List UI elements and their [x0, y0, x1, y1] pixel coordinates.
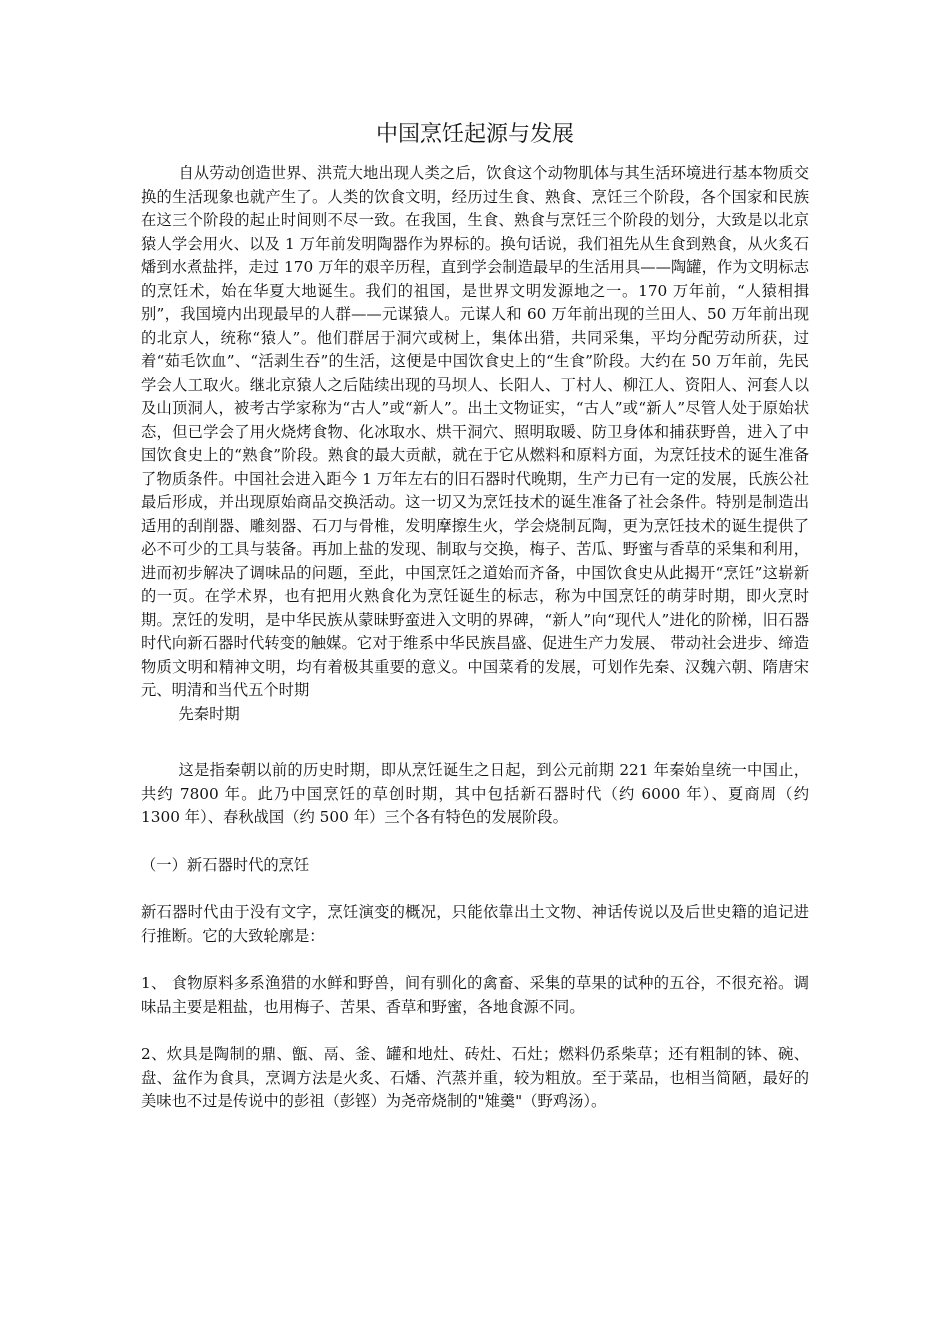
document-title: 中国烹饪起源与发展 — [375, 122, 574, 147]
section-heading-pre-qin: 先秦时期 — [178, 704, 240, 723]
section-heading-neolithic: （一）新石器时代的烹饪 — [141, 855, 310, 874]
document-body — [141, 162, 809, 1114]
paragraph-neolithic: 新石器时代由于没有文字，烹饪演变的概况，只能依靠出土文物、神话传说以及后世史籍的追记进行推断。它的大致轮廓是： — [141, 903, 809, 945]
paragraph-intro: 自从劳动创造世界、洪荒大地出现人类之后，饮食这个动物肌体与其生活环境进行基本物质交换的生活现象也就产生了。人类的饮食文明，经历过生食、熟食、烹饪三个阶段，各个国家和民族在这三个阶段的起止时间则不尽一致。在我国，生食、熟食与烹饪三个阶段的划分，大致是以北京猿人学会用火、以及 1 万年前发明陶器作为界标的。换句话说，我们祖先从生食到熟食，从火炙石燔到水煮盐拌，走过 170 万年的艰辛历程，直到学会制造最早的生活用具——陶罐，作为文明标志的烹饪术，始在华夏大地诞生。我们的祖国，是世界文明发源地之一。170 万年前，“人猿相揖别”，我国境内出现最早的人群——元谋猿人。元谋人和 60 万年前出现的兰田人、50 万年前出现的北京人，统称“猿人”。他们群居于洞穴或树上，集体出猎，共同采集，平均分配劳动所获，过着“茹毛饮血”、“活剥生吞”的生活，这便是中国饮食史上的“生食”阶段。大约在 50 万年前，先民学会人工取火。继北京猿人之后陆续出现的马坝人、长阳人、丁村人、柳江人、资阳人、河套人以及山顶洞人，被考古学家称为“古人”或“新人”。出土文物证实，“古人”或“新人”尽管人处于原始状态，但已学会了用火烧烤食物、化冰取水、烘干洞穴、照明取暖、防卫身体和捕获野兽，进入了中国饮食史上的“熟食”阶段。熟食的最大贡献，就在于它从燃料和原料方面，为烹饪技术的诞生准备了物质条件。中国社会进入距今 1 万年左右的旧石器时代晚期，生产力已有一定的发展，氏族公社最后形成，并出现原始商品交换活动。这一切又为烹饪技术的诞生准备了社会条件。特别是制造出适用的刮削器、雕刻器、石刀与骨椎，发明摩擦生火，学会烧制瓦陶，更为烹饪技术的诞生提供了必不可少的工具与装备。再加上盐的发现、制取与交换，梅子、苦瓜、野蜜与香草的采集和利用，进而初步解决了调味品的问题，至此，中国烹饪之道始而齐备，中国饮食史从此揭开“烹饪”这崭新的一页。在学术界，也有把用火熟食化为烹饪诞生的标志，称为中国烹饪的萌芽时期，即火烹时期。烹饪的发明，是中华民族从蒙昧野蛮进入文明的界碑，“新人”向“现代人”进化的阶梯，旧石器时代向新石器时代转变的触媒。它对于维系中华民族昌盛、促进生产力发展、 带动社会进步、缔造物质文明和精神文明，均有着极其重要的意义。中国菜肴的发展，可划作先秦、汉魏六朝、隋唐宋元、明清和当代五个时期 — [141, 164, 809, 699]
list-item-1: 1、 食物原料多系渔猎的水鲜和野兽，间有驯化的禽畜、采集的草果的试种的五谷，不很充裕。调味品主要是粗盐，也用梅子、苦果、香草和野蜜，各地食源不同。 — [141, 974, 809, 1016]
paragraph-pre-qin: 这是指秦朝以前的历史时期，即从烹饪诞生之日起，到公元前期 221 年秦始皇统一中国止，共约 7800 年。此乃中国烹饪的草创时期，其中包括新石器时代（约 6000 年）、夏商周（约 1300 年）、春秋战国（约 500 年）三个各有特色的发展阶段。 — [141, 761, 809, 826]
list-item-2: 2、炊具是陶制的鼎、甑、鬲、釜、罐和地灶、砖灶、石灶；燃料仍系柴草；还有粗制的钵、碗、盘、盆作为食具，烹调方法是火炙、石燔、汽蒸并重，较为粗放。至于菜品，也相当简陋，最好的美味也不过是传说中的彭祖（彭铿）为尧帝烧制的"雉羹"（野鸡汤）。 — [141, 1045, 809, 1110]
